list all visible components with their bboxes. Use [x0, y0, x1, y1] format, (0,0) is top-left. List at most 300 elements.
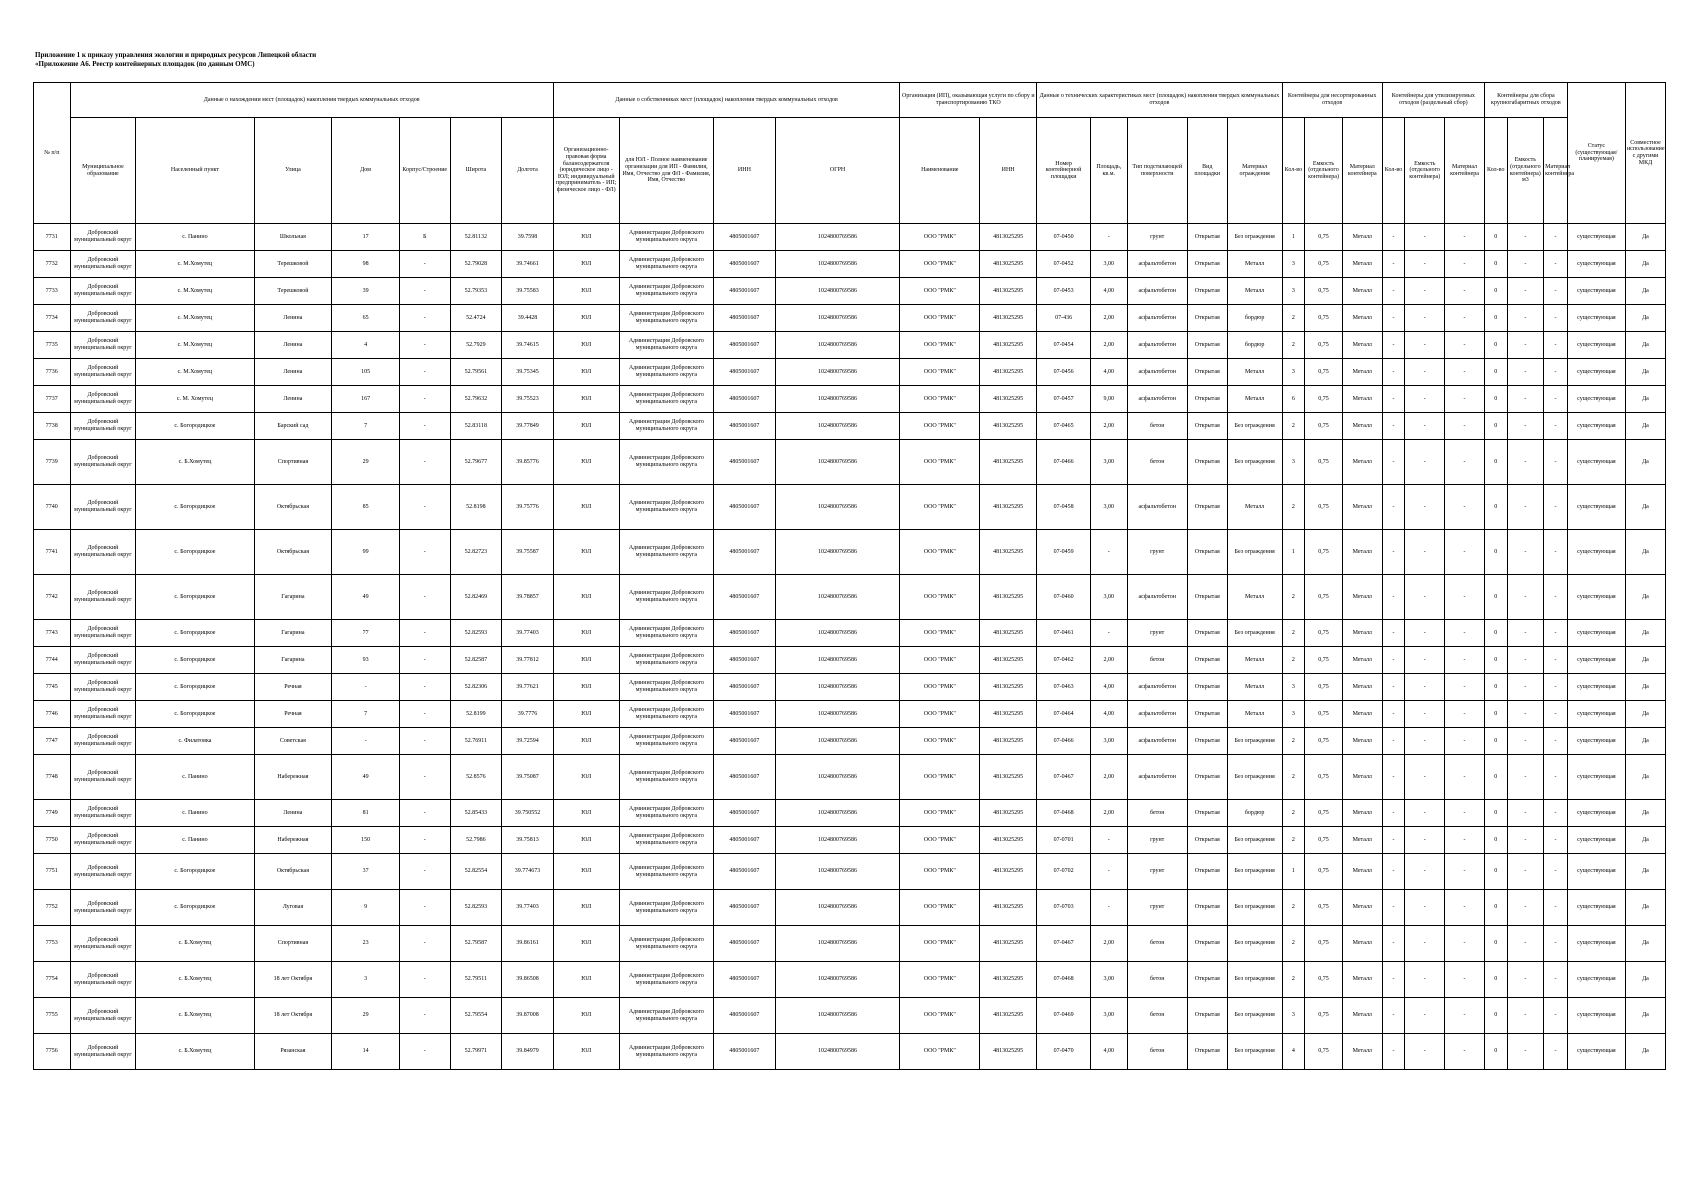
table-cell: 07-0452 [1037, 251, 1091, 278]
table-cell: 52.4724 [450, 305, 502, 332]
table-cell: существующая [1567, 485, 1625, 530]
table-cell: 4813025295 [980, 359, 1037, 386]
table-cell: Администрация Добровского муниципального округа [619, 278, 714, 305]
table-cell: 1024800769586 [775, 305, 900, 332]
table-cell: Да [1625, 386, 1665, 413]
col-unsorted-capacity: Емкость (отдельного контейнера) [1305, 118, 1343, 224]
table-cell: - [1507, 854, 1544, 890]
table-cell: существующая [1567, 530, 1625, 575]
table-cell: 52.82587 [450, 647, 502, 674]
table-cell: 3,00 [1090, 485, 1127, 530]
table-cell: 7738 [34, 413, 71, 440]
table-cell: Советская [254, 728, 332, 755]
table-cell: ЮЛ [553, 827, 619, 854]
table-cell: Металл [1227, 575, 1282, 620]
table-cell: - [399, 674, 450, 701]
table-cell: асфальтобетон [1127, 305, 1187, 332]
table-cell: Открытая [1187, 800, 1227, 827]
table-cell: существующая [1567, 647, 1625, 674]
table-cell: - [399, 575, 450, 620]
table-cell: Металл [1227, 251, 1282, 278]
table-cell: - [1544, 854, 1568, 890]
table-cell: 1024800769586 [775, 755, 900, 800]
table-cell: 39.75345 [502, 359, 554, 386]
table-cell: Да [1625, 647, 1665, 674]
table-cell: Открытая [1187, 251, 1227, 278]
table-row [34, 827, 1666, 854]
table-cell: 39.7598 [502, 224, 554, 251]
table-cell: Гагарина [254, 620, 332, 647]
table-cell: существующая [1567, 620, 1625, 647]
table-cell: 39.750552 [502, 800, 554, 827]
table-cell: Открытая [1187, 305, 1227, 332]
table-cell: асфальтобетон [1127, 485, 1187, 530]
col-bulky-count: Кол-во [1484, 118, 1507, 224]
table-cell: существующая [1567, 674, 1625, 701]
table-cell: - [399, 962, 450, 998]
table-cell: 7743 [34, 620, 71, 647]
table-cell: - [1445, 755, 1485, 800]
table-cell: Добровский муниципальный округ [70, 386, 136, 413]
table-cell: 52.82723 [450, 530, 502, 575]
table-cell: 52.79587 [450, 926, 502, 962]
table-cell: - [1445, 647, 1485, 674]
table-cell: 0 [1484, 728, 1507, 755]
table-cell: 0,75 [1305, 728, 1343, 755]
table-cell: 4805001607 [714, 854, 775, 890]
table-cell: с. М.Хомутец [136, 278, 254, 305]
table-cell: 0,75 [1305, 575, 1343, 620]
table-cell: 2 [1282, 800, 1305, 827]
table-cell: 7744 [34, 647, 71, 674]
table-cell: - [1544, 332, 1568, 359]
table-cell: 85 [332, 485, 400, 530]
table-row [34, 728, 1666, 755]
table-cell: Ленина [254, 386, 332, 413]
table-cell: 2 [1282, 728, 1305, 755]
table-cell: 3 [1282, 998, 1305, 1034]
table-cell: Металл [1342, 755, 1382, 800]
table-cell: 52.8576 [450, 755, 502, 800]
table-cell: - [1382, 359, 1405, 386]
table-cell: - [1544, 998, 1568, 1034]
table-cell: существующая [1567, 800, 1625, 827]
table-cell: 4813025295 [980, 701, 1037, 728]
table-cell: 4 [1282, 1034, 1305, 1070]
table-cell: 4805001607 [714, 485, 775, 530]
table-cell: 07-0465 [1037, 413, 1091, 440]
table-cell: 52.82306 [450, 674, 502, 701]
table-cell: с. М.Хомутец [136, 359, 254, 386]
table-cell: 0 [1484, 800, 1507, 827]
table-cell: - [1445, 962, 1485, 998]
table-cell: 07-0453 [1037, 278, 1091, 305]
table-cell: Металл [1342, 620, 1382, 647]
table-cell: - [1382, 530, 1405, 575]
table-cell: Добровский муниципальный округ [70, 530, 136, 575]
col-building: Корпус/Строение [399, 118, 450, 224]
table-cell: с. Панино [136, 800, 254, 827]
table-cell: - [1405, 620, 1445, 647]
table-cell: бетон [1127, 440, 1187, 485]
table-cell: Открытая [1187, 701, 1227, 728]
col-status: Статус (существующая/планируемая) [1567, 83, 1625, 224]
table-cell: 4,00 [1090, 359, 1127, 386]
table-cell: 4805001607 [714, 827, 775, 854]
table-cell: 39.774673 [502, 854, 554, 890]
table-cell: - [1544, 890, 1568, 926]
table-cell: 52.79677 [450, 440, 502, 485]
table-cell: Металл [1342, 413, 1382, 440]
table-cell: Ленина [254, 332, 332, 359]
table-cell: - [1405, 575, 1445, 620]
table-cell: 7748 [34, 755, 71, 800]
table-cell: Администрация Добровского муниципального округа [619, 332, 714, 359]
table-cell: Металл [1342, 674, 1382, 701]
table-row [34, 800, 1666, 827]
table-cell: Да [1625, 485, 1665, 530]
table-cell: 4805001607 [714, 800, 775, 827]
table-cell: 3,00 [1090, 728, 1127, 755]
table-cell: - [1405, 728, 1445, 755]
table-cell: 4813025295 [980, 998, 1037, 1034]
table-cell: бордюр [1227, 800, 1282, 827]
table-cell: - [1405, 386, 1445, 413]
table-cell: 0 [1484, 278, 1507, 305]
table-cell: 39.7776 [502, 701, 554, 728]
table-cell: 7 [332, 413, 400, 440]
table-cell: с. Филатовка [136, 728, 254, 755]
table-cell: Администрация Добровского муниципального округа [619, 224, 714, 251]
table-cell: бетон [1127, 962, 1187, 998]
table-cell: 0,75 [1305, 701, 1343, 728]
table-cell: - [399, 251, 450, 278]
table-cell: 2 [1282, 332, 1305, 359]
table-cell: 3 [332, 962, 400, 998]
table-cell: 52.79554 [450, 998, 502, 1034]
table-cell: - [399, 620, 450, 647]
table-cell: 7750 [34, 827, 71, 854]
table-cell: Металл [1342, 251, 1382, 278]
table-cell: 39.77403 [502, 890, 554, 926]
table-cell: - [1382, 305, 1405, 332]
col-area: Площадь, кв.м. [1090, 118, 1127, 224]
table-cell: - [1382, 998, 1405, 1034]
table-cell: Добровский муниципальный округ [70, 224, 136, 251]
table-cell: - [1544, 926, 1568, 962]
table-cell: 52.85433 [450, 800, 502, 827]
table-cell: - [1544, 674, 1568, 701]
col-ogrn: ОГРН [775, 118, 900, 224]
table-cell: существующая [1567, 926, 1625, 962]
col-recyclable-count: Кол-во [1382, 118, 1405, 224]
table-cell: - [1090, 890, 1127, 926]
table-cell: 39.87008 [502, 998, 554, 1034]
table-cell: 0 [1484, 359, 1507, 386]
table-cell: - [1382, 1034, 1405, 1070]
table-cell: 39.77812 [502, 647, 554, 674]
table-cell: - [1445, 332, 1485, 359]
table-cell: Да [1625, 827, 1665, 854]
col-name-full: для ЮЛ - Полное наименование организации для ИП - Фамилия, Имя, Отчество для ФЛ - Фамилия, Имя, Отчество [619, 118, 714, 224]
table-cell: Металл [1342, 224, 1382, 251]
table-cell: с. Богородицкое [136, 674, 254, 701]
table-cell: 4813025295 [980, 386, 1037, 413]
table-cell: Да [1625, 224, 1665, 251]
table-cell: 52.76911 [450, 728, 502, 755]
table-cell: Да [1625, 674, 1665, 701]
table-cell: 4813025295 [980, 755, 1037, 800]
table-cell: Да [1625, 620, 1665, 647]
table-cell: - [1445, 386, 1485, 413]
group-recyclable: Контейнеры для утилизируемых отходов (раздельный сбор) [1382, 83, 1484, 118]
table-cell: 4813025295 [980, 440, 1037, 485]
header-column-row [34, 118, 1666, 224]
table-cell: Да [1625, 890, 1665, 926]
col-lon: Долгота [502, 118, 554, 224]
table-cell: 18 лет Октября [254, 998, 332, 1034]
table-cell: Без ограждения [1227, 530, 1282, 575]
table-cell: 2 [1282, 755, 1305, 800]
table-cell: ООО "РМК" [900, 647, 980, 674]
table-row [34, 620, 1666, 647]
table-cell: ООО "РМК" [900, 620, 980, 647]
table-cell: 18 лет Октября [254, 962, 332, 998]
table-cell: 52.83118 [450, 413, 502, 440]
table-cell: - [1405, 674, 1445, 701]
table-cell: - [1507, 1034, 1544, 1070]
table-cell: бетон [1127, 998, 1187, 1034]
table-cell: существующая [1567, 224, 1625, 251]
table-cell: Открытая [1187, 332, 1227, 359]
table-cell: Да [1625, 755, 1665, 800]
container-sites-registry-table [33, 82, 1666, 1070]
table-cell: ЮЛ [553, 926, 619, 962]
table-cell: 0,75 [1305, 620, 1343, 647]
table-cell: 9,00 [1090, 386, 1127, 413]
col-municipality: Муниципальное образование [70, 118, 136, 224]
table-cell: - [1405, 800, 1445, 827]
table-cell: ЮЛ [553, 854, 619, 890]
table-cell: 0,75 [1305, 251, 1343, 278]
table-cell: Добровский муниципальный округ [70, 854, 136, 890]
table-cell: 0 [1484, 890, 1507, 926]
table-cell: 52.82593 [450, 890, 502, 926]
table-cell: - [1090, 224, 1127, 251]
table-cell: 0 [1484, 251, 1507, 278]
table-cell: 0,75 [1305, 890, 1343, 926]
col-recyclable-material: Материал контейнера [1445, 118, 1485, 224]
table-cell: - [1544, 647, 1568, 674]
table-cell: 7735 [34, 332, 71, 359]
table-cell: ЮЛ [553, 1034, 619, 1070]
table-cell: с. Богородицкое [136, 575, 254, 620]
table-cell: 7742 [34, 575, 71, 620]
table-cell: - [1544, 440, 1568, 485]
table-cell: 23 [332, 926, 400, 962]
table-cell: 39 [332, 278, 400, 305]
table-cell: Администрация Добровского муниципального округа [619, 800, 714, 827]
table-cell: - [1507, 728, 1544, 755]
table-cell: 0 [1484, 962, 1507, 998]
table-cell: - [1445, 278, 1485, 305]
table-cell: 39.4428 [502, 305, 554, 332]
table-cell: 07-0460 [1037, 575, 1091, 620]
table-cell: асфальтобетон [1127, 728, 1187, 755]
table-row [34, 305, 1666, 332]
table-cell: - [1405, 305, 1445, 332]
table-cell: Открытая [1187, 386, 1227, 413]
table-cell: - [1507, 890, 1544, 926]
table-cell: Открытая [1187, 359, 1227, 386]
table-cell: 7754 [34, 962, 71, 998]
table-cell: 52.79971 [450, 1034, 502, 1070]
table-cell: 7747 [34, 728, 71, 755]
table-cell: Администрация Добровского муниципального округа [619, 962, 714, 998]
table-cell: Добровский муниципальный округ [70, 332, 136, 359]
table-cell: - [1507, 305, 1544, 332]
table-cell: Металл [1342, 926, 1382, 962]
table-cell: 150 [332, 827, 400, 854]
table-cell: - [1507, 224, 1544, 251]
table-cell: 4805001607 [714, 620, 775, 647]
table-cell: - [1382, 332, 1405, 359]
table-cell: Добровский муниципальный округ [70, 926, 136, 962]
table-cell: Металл [1342, 998, 1382, 1034]
table-cell: Да [1625, 359, 1665, 386]
table-cell: - [1445, 1034, 1485, 1070]
col-inn: ИНН [714, 118, 775, 224]
table-cell: - [1507, 827, 1544, 854]
table-cell: 4805001607 [714, 962, 775, 998]
table-cell: 9 [332, 890, 400, 926]
table-cell: Да [1625, 251, 1665, 278]
col-site-no: Номер контейнерной площадки [1037, 118, 1091, 224]
col-house: Дом [332, 118, 400, 224]
table-cell: Набережная [254, 827, 332, 854]
table-cell: 0,75 [1305, 332, 1343, 359]
table-cell: 39.72594 [502, 728, 554, 755]
table-cell: 2,00 [1090, 926, 1127, 962]
table-cell: ЮЛ [553, 485, 619, 530]
table-cell: - [399, 530, 450, 575]
table-cell: 4805001607 [714, 728, 775, 755]
table-cell: 3,00 [1090, 251, 1127, 278]
table-cell: Без ограждения [1227, 1034, 1282, 1070]
table-cell: 2 [1282, 575, 1305, 620]
table-cell: 7740 [34, 485, 71, 530]
table-cell: 1024800769586 [775, 359, 900, 386]
table-cell: 39.75583 [502, 278, 554, 305]
table-cell: ЮЛ [553, 413, 619, 440]
table-cell: 07-0459 [1037, 530, 1091, 575]
table-row [34, 251, 1666, 278]
table-cell: 1024800769586 [775, 962, 900, 998]
table-cell: 52.7929 [450, 332, 502, 359]
table-cell: 4813025295 [980, 827, 1037, 854]
table-cell: ООО "РМК" [900, 305, 980, 332]
table-cell: - [399, 800, 450, 827]
table-cell: 7736 [34, 359, 71, 386]
table-cell: 7751 [34, 854, 71, 890]
table-cell: 4813025295 [980, 728, 1037, 755]
table-cell: Октябрьская [254, 485, 332, 530]
table-cell: 105 [332, 359, 400, 386]
table-cell: - [399, 440, 450, 485]
table-cell: - [1445, 485, 1485, 530]
table-cell: 0 [1484, 854, 1507, 890]
table-cell: Администрация Добровского муниципального округа [619, 647, 714, 674]
table-cell: с. Панино [136, 224, 254, 251]
table-cell: 2 [1282, 926, 1305, 962]
col-settlement: Населенный пункт [136, 118, 254, 224]
table-cell: - [1445, 854, 1485, 890]
table-cell: 167 [332, 386, 400, 413]
table-cell: - [1405, 962, 1445, 998]
table-cell: 52.81132 [450, 224, 502, 251]
table-cell: с. Панино [136, 827, 254, 854]
table-cell: 4805001607 [714, 998, 775, 1034]
table-cell: 39.86161 [502, 926, 554, 962]
table-cell: - [1445, 413, 1485, 440]
table-cell: - [1544, 530, 1568, 575]
table-cell: Открытая [1187, 1034, 1227, 1070]
table-cell: Да [1625, 278, 1665, 305]
table-cell: существующая [1567, 359, 1625, 386]
table-cell: Добровский муниципальный округ [70, 278, 136, 305]
table-cell: Металл [1342, 728, 1382, 755]
table-cell: - [1445, 575, 1485, 620]
table-cell: ООО "РМК" [900, 332, 980, 359]
table-cell: 1024800769586 [775, 674, 900, 701]
table-cell: 1 [1282, 224, 1305, 251]
table-cell: - [1090, 827, 1127, 854]
table-cell: ООО "РМК" [900, 755, 980, 800]
table-cell: ООО "РМК" [900, 674, 980, 701]
table-cell: 0,75 [1305, 305, 1343, 332]
table-cell: Да [1625, 998, 1665, 1034]
table-cell: Администрация Добровского муниципального округа [619, 620, 714, 647]
table-cell: ООО "РМК" [900, 701, 980, 728]
table-cell: 0,75 [1305, 827, 1343, 854]
table-cell: 4805001607 [714, 278, 775, 305]
table-cell: Добровский муниципальный округ [70, 755, 136, 800]
table-cell: - [1445, 800, 1485, 827]
table-cell: ООО "РМК" [900, 827, 980, 854]
table-cell: Администрация Добровского муниципального округа [619, 575, 714, 620]
col-num: № п/п [34, 83, 71, 224]
table-cell: 4805001607 [714, 224, 775, 251]
table-cell: 07-0470 [1037, 1034, 1091, 1070]
table-cell: ЮЛ [553, 224, 619, 251]
table-cell: ООО "РМК" [900, 800, 980, 827]
table-cell: Администрация Добровского муниципального округа [619, 359, 714, 386]
table-cell: 4,00 [1090, 701, 1127, 728]
table-cell: Открытая [1187, 485, 1227, 530]
table-cell: Спортивная [254, 440, 332, 485]
table-cell: существующая [1567, 890, 1625, 926]
table-cell: 2 [1282, 620, 1305, 647]
table-cell: - [1507, 962, 1544, 998]
table-cell: 98 [332, 251, 400, 278]
table-cell: ООО "РМК" [900, 854, 980, 890]
table-cell: Спортивная [254, 926, 332, 962]
table-cell: 39.77621 [502, 674, 554, 701]
table-cell: 1024800769586 [775, 251, 900, 278]
table-cell: 0 [1484, 827, 1507, 854]
table-cell: - [1405, 332, 1445, 359]
table-cell: - [1507, 413, 1544, 440]
